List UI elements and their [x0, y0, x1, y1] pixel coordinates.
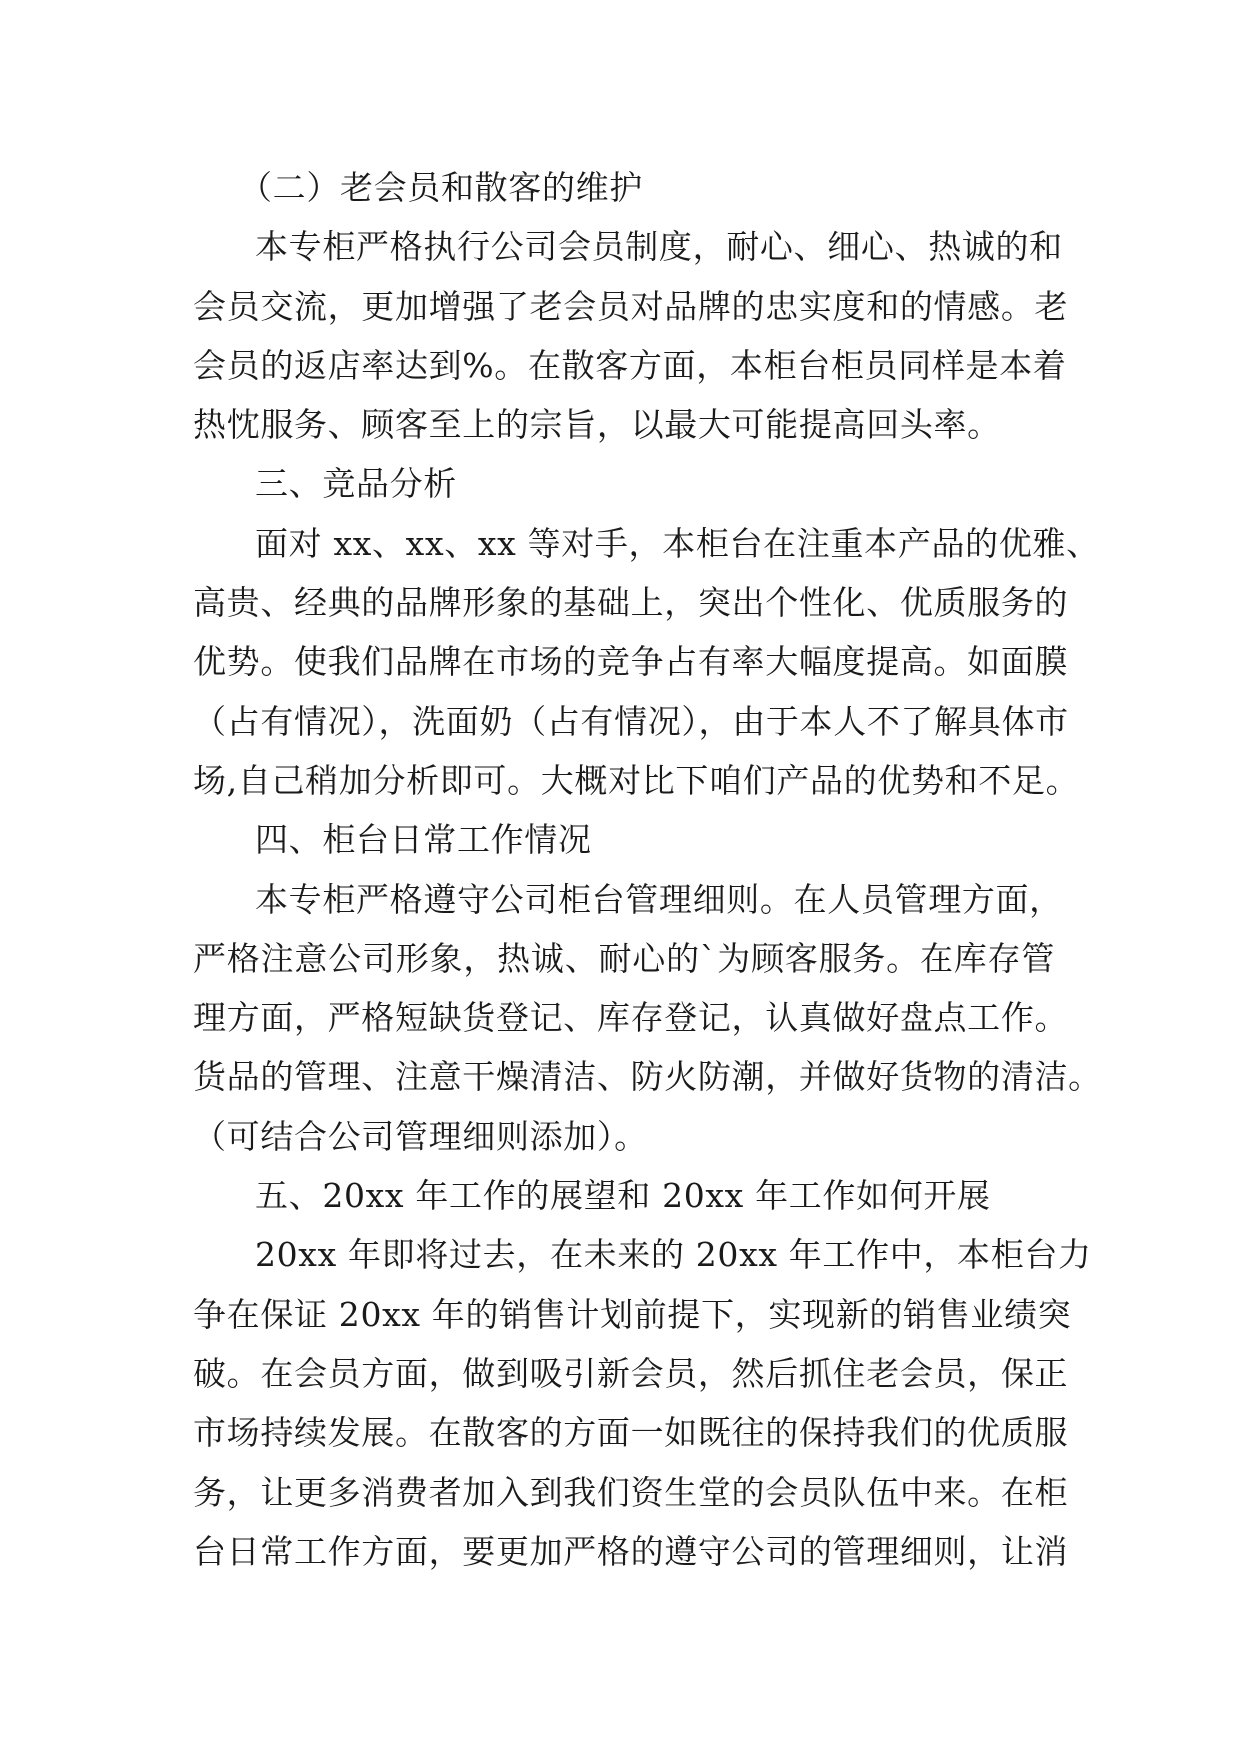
paragraph-line: （占有情况），洗面奶（占有情况），由于本人不了解具体市 — [193, 701, 1069, 741]
paragraph-line: 场,自己稍加分析即可。大概对比下咱们产品的优势和不足。 — [193, 760, 1080, 800]
section-heading-outlook: 五、20xx 年工作的展望和 20xx 年工作如何开展 — [255, 1176, 991, 1216]
paragraph-line: 会员交流，更加增强了老会员对品牌的忠实度和的情感。老 — [193, 286, 1069, 326]
paragraph-line: 会员的返店率达到%。在散客方面，本柜台柜员同样是本着 — [193, 345, 1067, 385]
paragraph-line: 台日常工作方面，要更加严格的遵守公司的管理细则，让消 — [193, 1531, 1069, 1571]
paragraph-line: 本专柜严格遵守公司柜台管理细则。在人员管理方面， — [255, 879, 1063, 919]
paragraph-line: 破。在会员方面，做到吸引新会员，然后抓住老会员，保正 — [193, 1353, 1069, 1393]
document-body — [193, 158, 1102, 1581]
paragraph-line: 理方面，严格短缺货登记、库存登记，认真做好盘点工作。 — [193, 998, 1069, 1038]
paragraph-line: 务，让更多消费者加入到我们资生堂的会员队伍中来。在柜 — [193, 1472, 1069, 1512]
paragraph-line: 面对 xx、xx、xx 等对手，本柜台在注重本产品的优雅、 — [255, 523, 1100, 563]
paragraph-line: 市场持续发展。在散客的方面一如既往的保持我们的优质服 — [193, 1413, 1069, 1453]
paragraph-line: 货品的管理、注意干燥清洁、防火防潮，并做好货物的清洁。 — [193, 1057, 1102, 1097]
paragraph-line: 本专柜严格执行公司会员制度，耐心、细心、热诚的和 — [255, 227, 1063, 267]
paragraph-line: 争在保证 20xx 年的销售计划前提下，实现新的销售业绩突 — [193, 1294, 1072, 1334]
section-heading-competitor-analysis: 三、竞品分析 — [255, 464, 457, 504]
paragraph-line: 严格注意公司形象，热诚、耐心的`为顾客服务。在库存管 — [193, 938, 1055, 978]
paragraph-line: （可结合公司管理细则添加）。 — [193, 1116, 648, 1156]
section-heading-old-members: （二）老会员和散客的维护 — [239, 168, 643, 207]
paragraph-line: 20xx 年即将过去，在未来的 20xx 年工作中，本柜台力 — [255, 1235, 1092, 1275]
section-heading-daily-work: 四、柜台日常工作情况 — [255, 820, 592, 860]
paragraph-line: 热忱服务、顾客至上的宗旨，以最大可能提高回头率。 — [193, 405, 1001, 445]
paragraph-line: 优势。使我们品牌在市场的竞争占有率大幅度提高。如面膜 — [193, 642, 1069, 682]
paragraph-line: 高贵、经典的品牌形象的基础上，突出个性化、优质服务的 — [193, 583, 1069, 623]
